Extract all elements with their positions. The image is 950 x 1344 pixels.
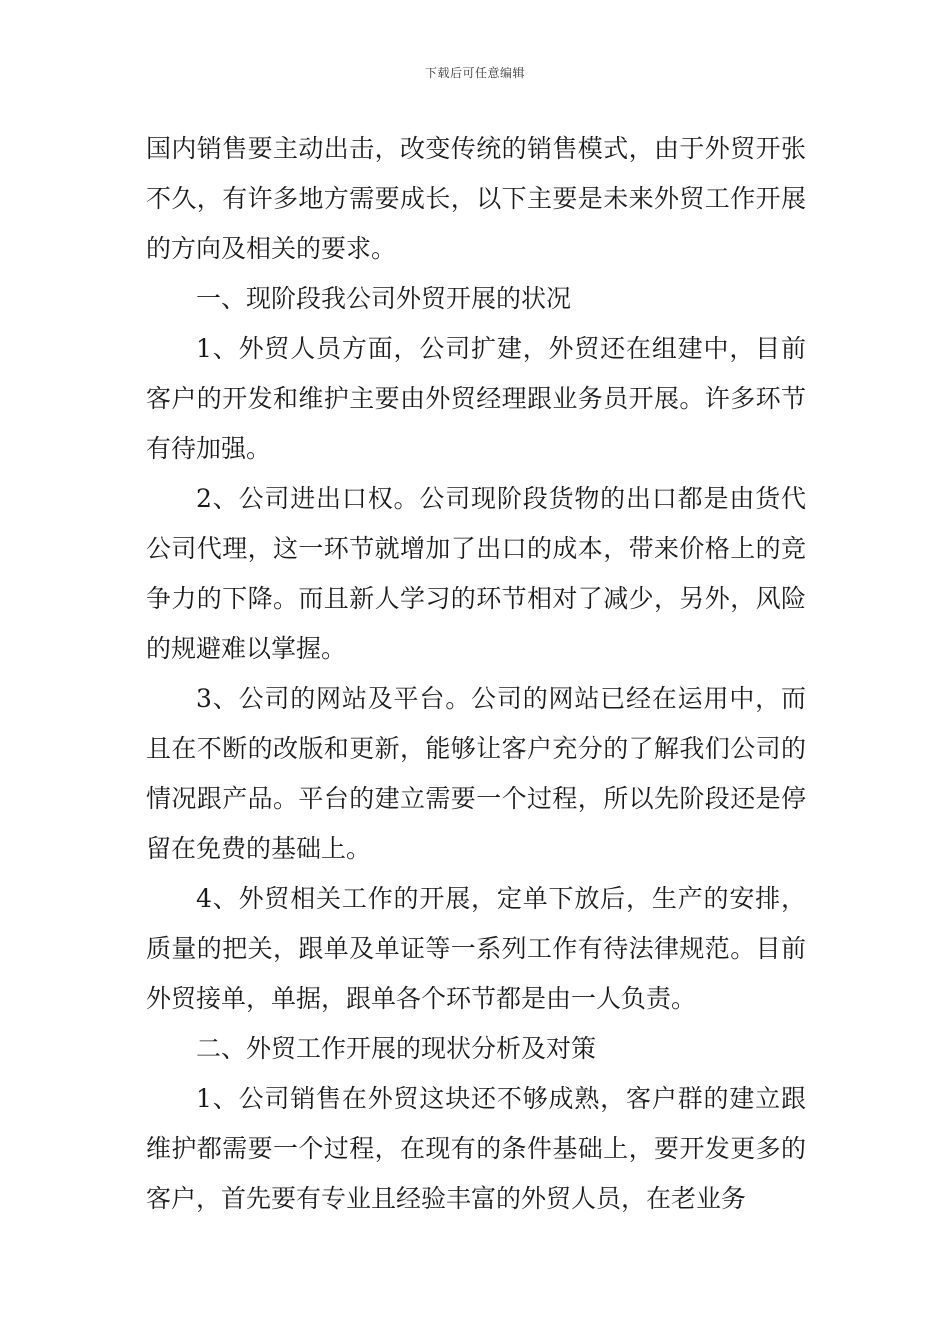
document-body bbox=[146, 124, 806, 1224]
paragraph-intro: 国内销售要主动出击，改变传统的销售模式，由于外贸开张不久，有许多地方需要成长，以下主要是未来外贸工作开展的方向及相关的要求。 bbox=[146, 134, 806, 263]
section-heading-2: 二、外贸工作开展的现状分析及对策 bbox=[196, 1034, 597, 1063]
paragraph-1-2: 2、公司进出口权。公司现阶段货物的出口都是由货代公司代理，这一环节就增加了出口的成本，带来价格上的竞争力的下降。而且新人学习的环节相对了减少，另外，风险的规避难以掌握。 bbox=[146, 484, 806, 663]
page-header-note: 下载后可任意编辑 bbox=[424, 66, 525, 80]
paragraph-2-1: 1、公司销售在外贸这块还不够成熟，客户群的建立跟维护都需要一个过程，在现有的条件基础上，要开发更多的客户，首先要有专业且经验丰富的外贸人员，在老业务 bbox=[146, 1084, 806, 1213]
paragraph-1-1: 1、外贸人员方面，公司扩建，外贸还在组建中，目前客户的开发和维护主要由外贸经理跟业务员开展。许多环节有待加强。 bbox=[146, 334, 806, 463]
paragraph-1-3: 3、公司的网站及平台。公司的网站已经在运用中，而且在不断的改版和更新，能够让客户充分的了解我们公司的情况跟产品。平台的建立需要一个过程，所以先阶段还是停留在免费的基础上。 bbox=[146, 684, 806, 863]
paragraph-1-4: 4、外贸相关工作的开展，定单下放后，生产的安排，质量的把关，跟单及单证等一系列工作有待法律规范。目前外贸接单，单据，跟单各个环节都是由一人负责。 bbox=[146, 884, 806, 1013]
section-heading-1: 一、现阶段我公司外贸开展的状况 bbox=[196, 284, 572, 313]
